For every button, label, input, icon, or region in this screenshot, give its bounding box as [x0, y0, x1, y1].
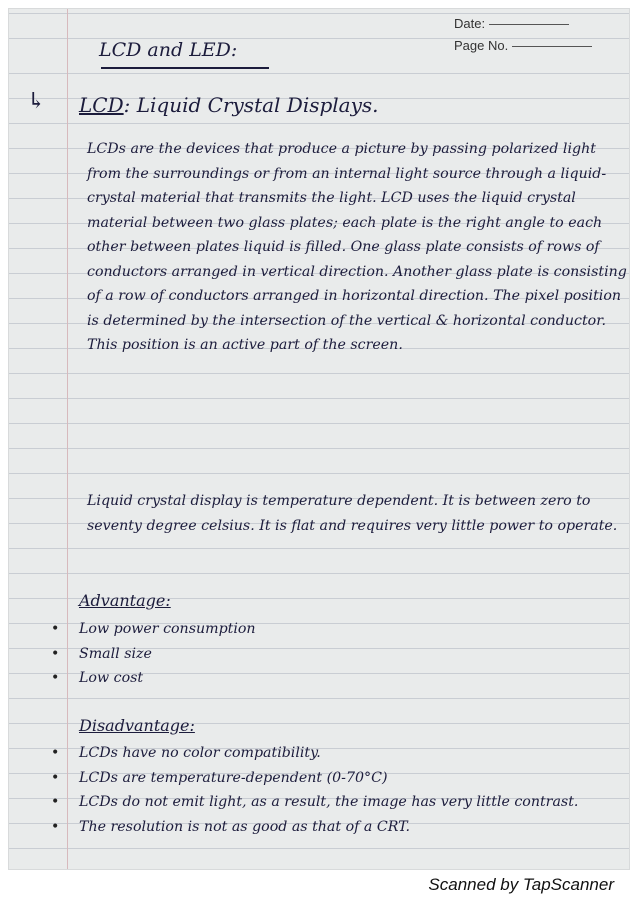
paragraph-temperature: Liquid crystal display is temperature dependent. It is between zero to seventy degree celsius. It is flat and requires very little power to operate.: [87, 493, 618, 534]
list-item: [51, 790, 578, 815]
page-number-blank: [512, 46, 592, 47]
title-underline: [101, 67, 269, 69]
section-abbr: LCD: [79, 93, 124, 117]
bullet-icon: •: [51, 670, 60, 686]
advantage-heading: Advantage:: [79, 591, 171, 610]
bullet-icon: •: [51, 745, 60, 761]
bullet-icon: •: [51, 769, 60, 786]
list-item-text: The resolution is not as good as that of a CRT.: [79, 818, 411, 835]
list-item: [51, 766, 578, 791]
list-item-text: Low power consumption: [79, 621, 256, 637]
notebook-page: [8, 8, 630, 870]
date-label: Date:: [454, 16, 486, 31]
disadvantage-list: [51, 741, 578, 839]
advantage-list: [51, 617, 256, 691]
bullet-icon: •: [51, 645, 60, 662]
margin-line: [67, 9, 68, 869]
paragraph-lcd-description: LCDs are the devices that produce a picture by passing polarized light from the surroundings or from an internal light source through a liquid-crystal material that transmits the light. LCD uses the liquid crystal material between two glass plates; each plate is the right angle to each other between plates liquid is filled. One glass plate consists of rows of conductors arranged in vertical direction. Another glass plate is consisting of a row of conductors arranged in horizontal direction. The pixel position is determined by the intersection of the vertical & horizontal conductor. This position is an active part of the screen.: [87, 141, 627, 353]
date-blank: [489, 24, 569, 25]
bullet-icon: •: [51, 621, 60, 637]
page-title: LCD and LED:: [99, 39, 238, 61]
page-number-field: [454, 35, 599, 57]
page-number-label: Page No.: [454, 38, 509, 53]
list-item: [51, 666, 256, 691]
date-field: [454, 13, 599, 35]
list-item: [51, 617, 256, 642]
list-item: [51, 741, 578, 766]
list-item: [51, 815, 578, 840]
list-item-text: LCDs have no color compatibility.: [79, 745, 321, 761]
disadvantage-heading: Disadvantage:: [79, 716, 195, 735]
list-item: [51, 642, 256, 667]
section-heading: [79, 93, 379, 117]
list-item-text: LCDs are temperature-dependent (0-70°C): [79, 769, 388, 786]
bullet-icon: •: [51, 794, 60, 810]
page-header-fields: [454, 13, 599, 57]
list-item-text: LCDs do not emit light, as a result, the image has very little contrast.: [79, 794, 579, 810]
list-item-text: Low cost: [79, 670, 144, 686]
arrow-icon: ↳: [27, 89, 46, 114]
list-item-text: Small size: [79, 645, 152, 662]
bullet-icon: •: [51, 818, 60, 835]
section-full-name: : Liquid Crystal Displays.: [123, 93, 379, 117]
scanner-watermark: Scanned by TapScanner: [428, 875, 614, 894]
